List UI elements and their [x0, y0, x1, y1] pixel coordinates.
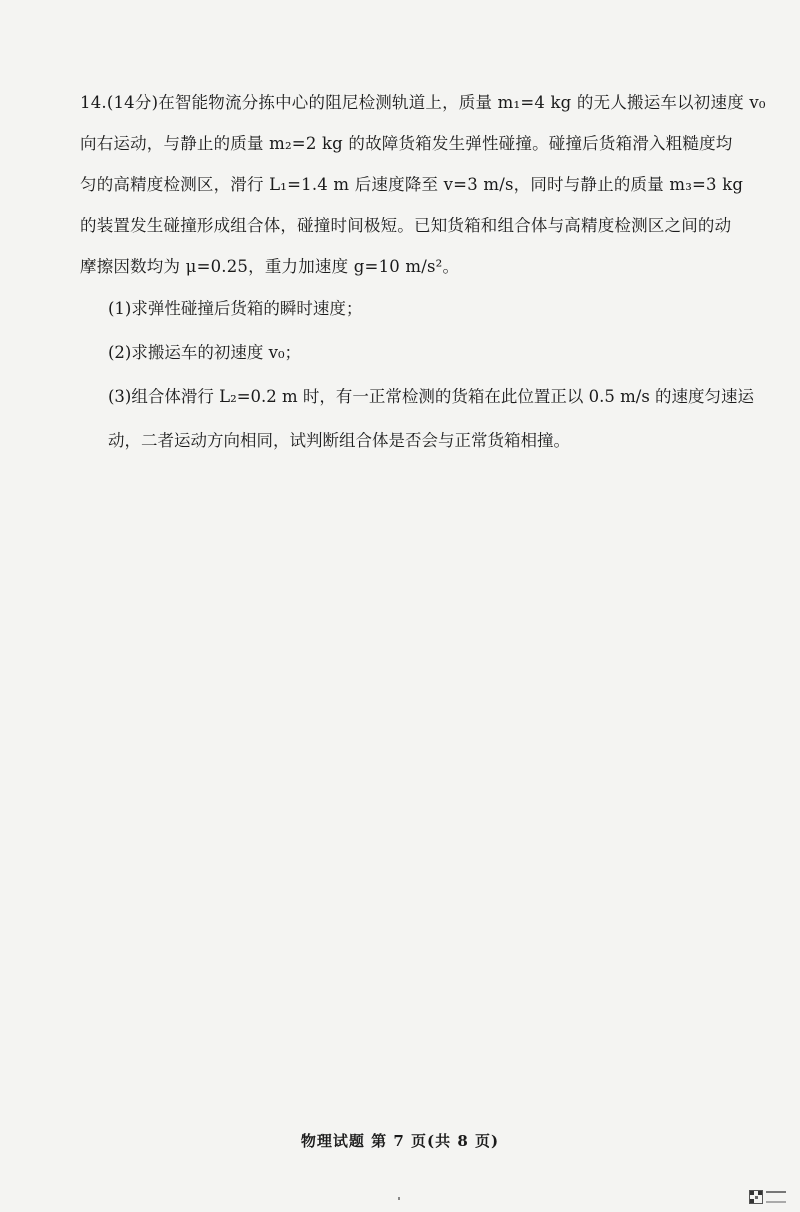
- sub-question-3-line-2: 动，二者运动方向相同，试判断组合体是否会与正常货箱相撞。: [108, 431, 570, 450]
- qr-caption-icon: [766, 1191, 786, 1203]
- page-footer: 物理试题 第 7 页(共 8 页): [300, 1132, 500, 1150]
- sub-questions: [80, 287, 755, 463]
- sub-question-1: (1)求弹性碰撞后货箱的瞬时速度；: [108, 299, 363, 318]
- scan-speck: [398, 1197, 400, 1200]
- question-line-2: 向右运动，与静止的质量 m₂=2 kg 的故障货箱发生弹性碰撞。碰撞后货箱滑入粗糙度均: [80, 134, 733, 153]
- question-line-3: 匀的高精度检测区，滑行 L₁=1.4 m 后速度降至 v=3 m/s，同时与静止的质量 m₃=3 kg: [80, 175, 744, 194]
- question-line-5: 摩擦因数均为 μ=0.25，重力加速度 g=10 m/s²。: [80, 257, 460, 276]
- question-line-1: 14.(14分)在智能物流分拣中心的阻尼检测轨道上，质量 m₁=4 kg 的无人搬运车以初速度 v₀: [80, 93, 766, 112]
- question-line-4: 的装置发生碰撞形成组合体，碰撞时间极短。已知货箱和组合体与高精度检测区之间的动: [80, 216, 732, 235]
- question-14: [80, 82, 766, 463]
- qr-square-icon: [749, 1190, 763, 1204]
- sub-question-3-line-1: (3)组合体滑行 L₂=0.2 m 时，有一正常检测的货箱在此位置正以 0.5 m/s 的速度匀速运: [108, 387, 755, 406]
- sub-question-2: (2)求搬运车的初速度 v₀；: [108, 343, 302, 362]
- qr-code-icon: [749, 1190, 786, 1204]
